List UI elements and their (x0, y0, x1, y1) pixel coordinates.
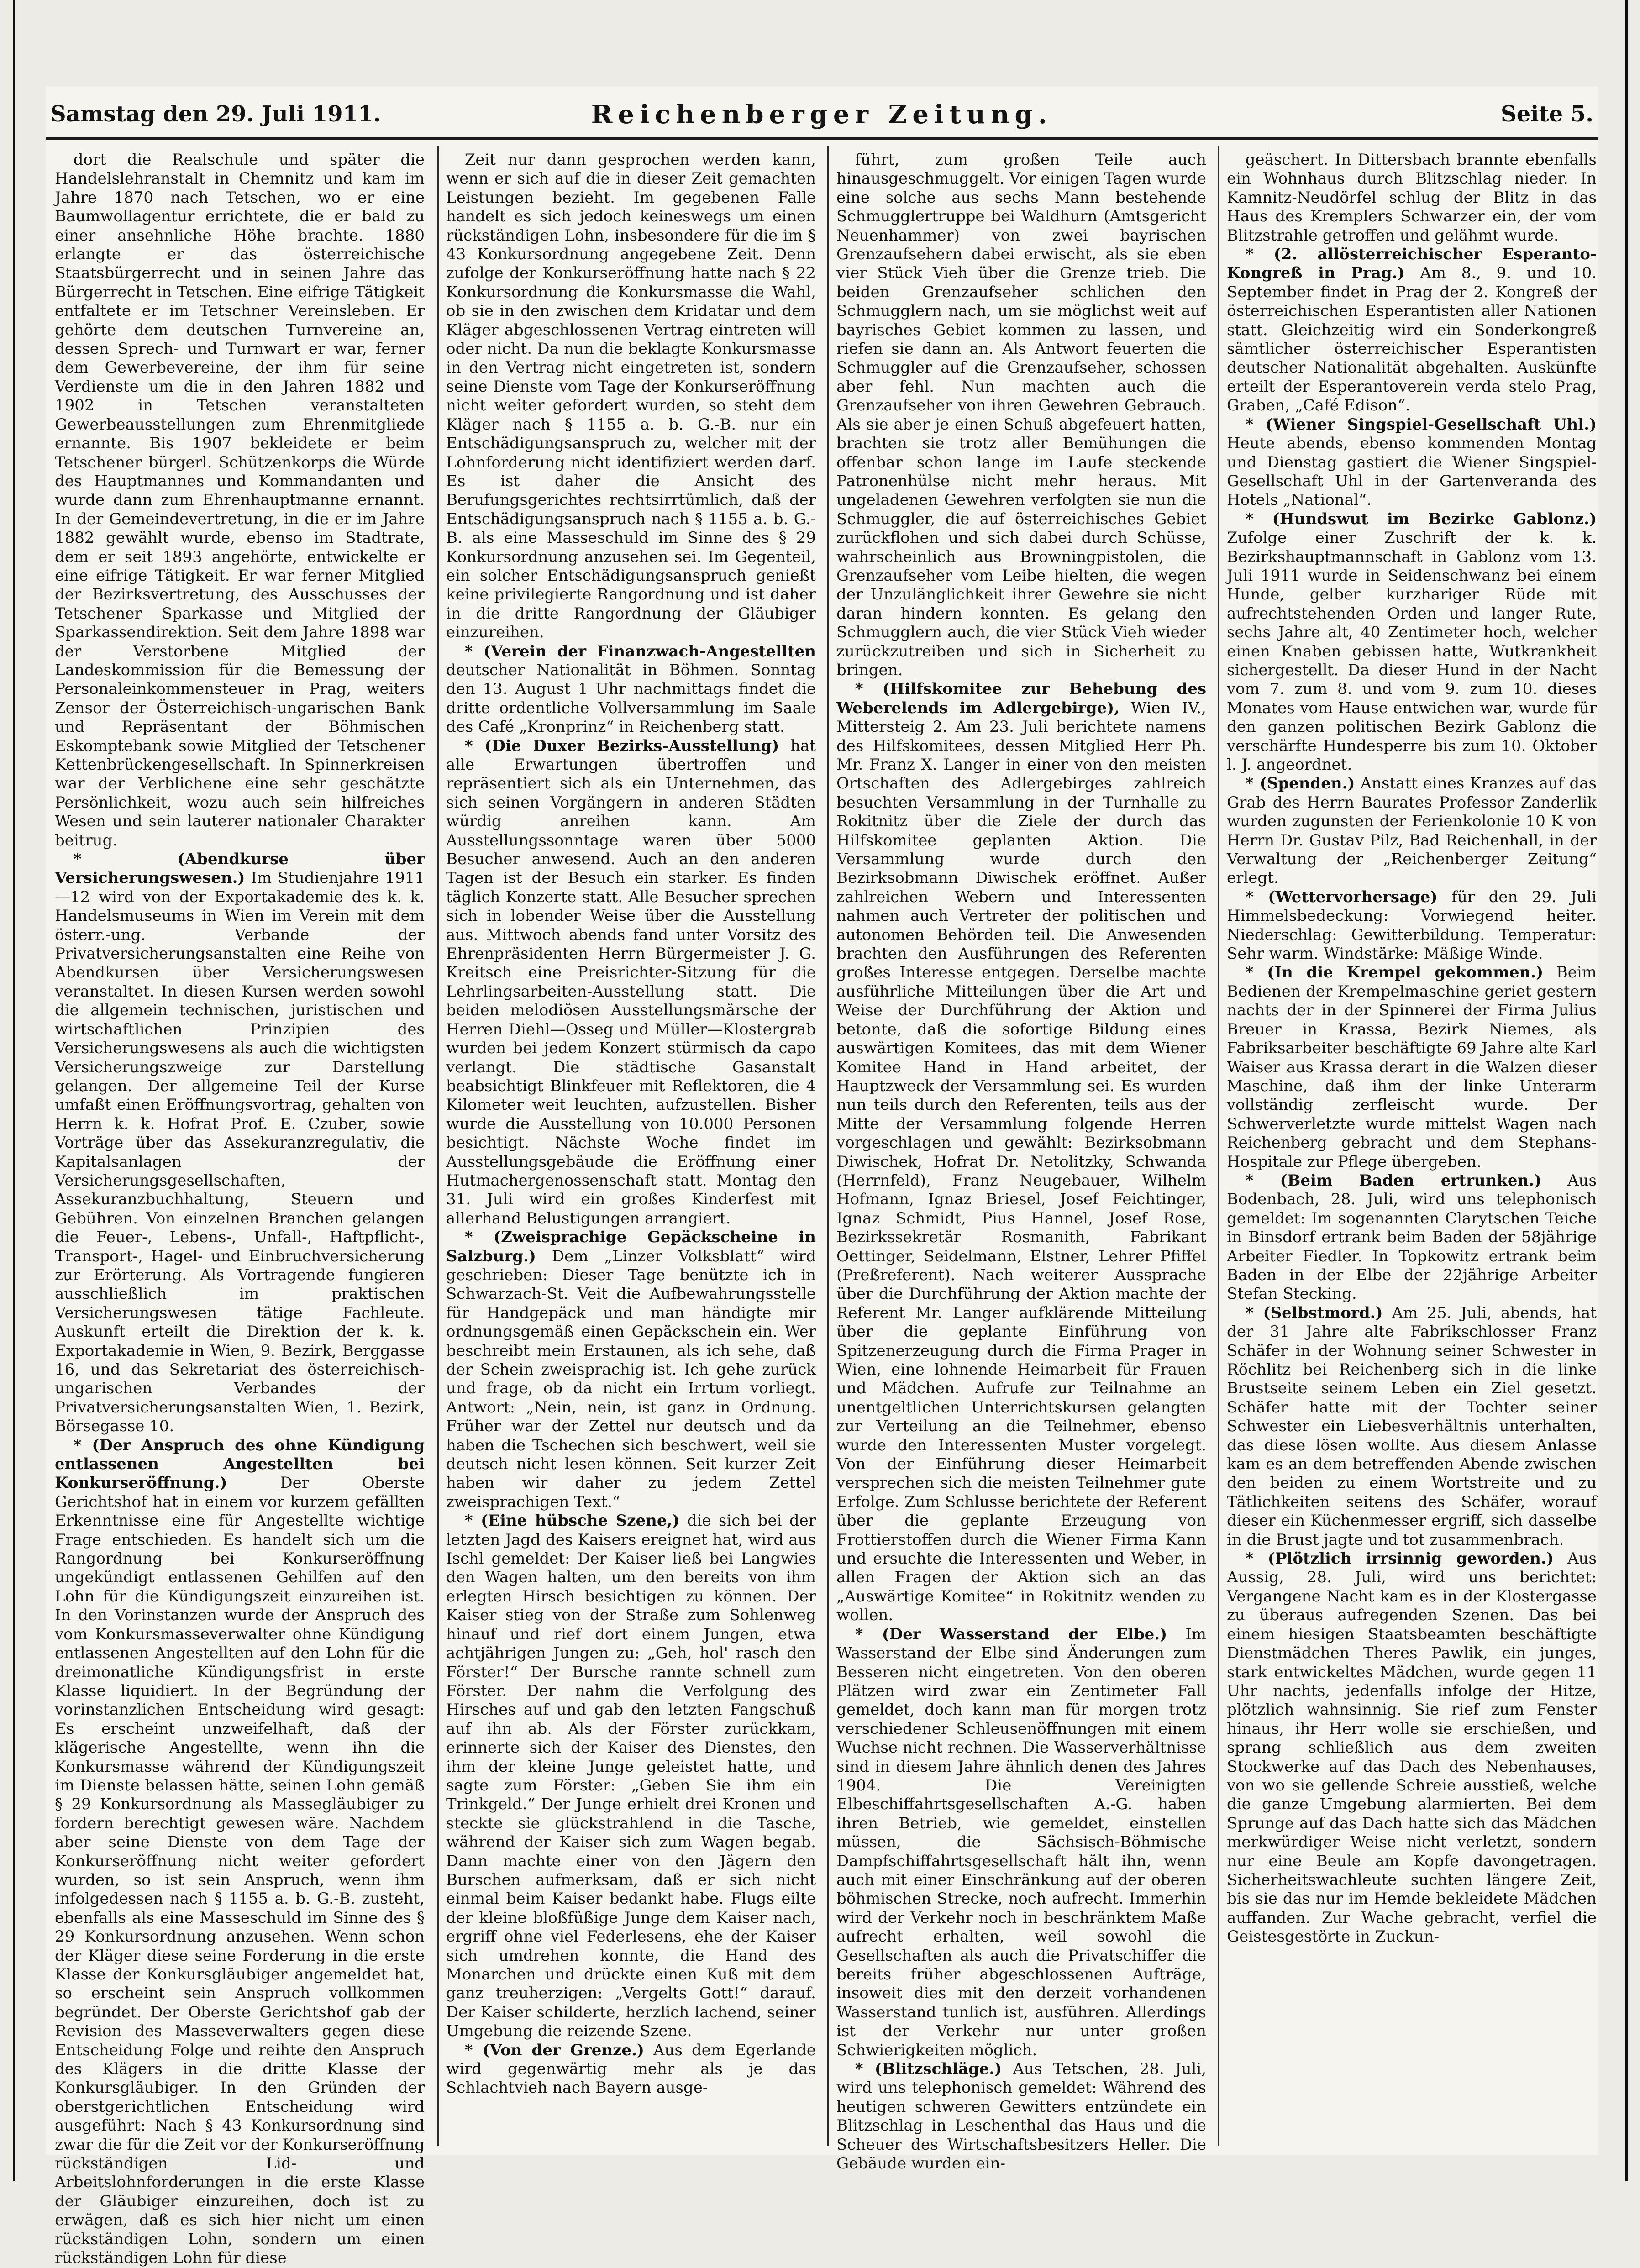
article-paragraph (446, 642, 816, 737)
article-text: Zeit nur dann gesprochen werden kann, wenn er sich auf die in dieser Zeit gemachten Leistungen bezieht. Im gegebenen Falle handelt es sich jedoch keineswegs um einen rückständigen Lohn, insbesondere für die im § 43 Konkursordnung angegebene Zeit. Denn zufolge der Konkurseröffnung hatte nach § 22 Konkursordnung die Konkursmasse die Wahl, ob sie in den zwischen dem Kridatar und dem Kläger abgeschlossenen Vertrag eintreten will oder nicht. Da nun die beklagte Konkursmasse in den Vertrag nicht eingetreten ist, sondern seine Dienste vom Tage der Konkurseröffnung nicht weiter gefordert wurden, so steht dem Kläger nach § 1155 a. b. G.-B. nur ein Entschädigungsanspruch zu, welcher mit der Lohnforderung nicht identifiziert werden darf. Es ist daher die Ansicht des Berufungsgerichtes rechtsirrtümlich, daß der Entschädigungsanspruch nach § 1155 a. b. G.-B. als eine Masseschuld im Sinne des § 29 Konkursordnung anzusehen sei. Im Gegenteil, ein solcher Entschädigungsanspruch genießt keine privilegierte Rangordnung und ist daher in die dritte Rangordnung der Gläubiger einzureihen. (446, 151, 816, 642)
article-heading: * (2. allösterreichischer Esperanto-Kongreß in Prag.) (1227, 245, 1597, 283)
article-heading: * (Beim Baden ertrunken.) (1245, 1171, 1542, 1190)
column-3 (836, 151, 1207, 2173)
article-paragraph (1227, 1171, 1597, 1304)
article-paragraph (446, 1512, 816, 2041)
article-paragraph (1227, 1304, 1597, 1549)
column-1 (55, 151, 425, 2268)
newspaper-page (46, 87, 1598, 2268)
header-date: Samstag den 29. Juli 1911. (50, 101, 381, 127)
article-paragraph (446, 737, 816, 1228)
article-heading: * (Wettervorhersage) (1245, 887, 1438, 906)
article-text: die sich bei der letzten Jagd des Kaisers ereignet hat, wird aus Ischl gemeldet: Der Kaiser ließ bei Langwies den Wagen halten, um den bereits von ihm erlegten Hirsch besichtigen zu können. Der Kaiser stieg von der Straße zum Sohlenweg hinauf und rief dort einem Jungen, etwa achtjährigen Jungen zu: „Geh, hol' rasch den Förster!“ Der Bursche rannte schnell zum Förster. Der nahm die Verfolgung des Hirsches auf und gab den letzten Fangschuß auf ihn ab. Als der Förster zurückkam, erinnerte sich der Kaiser des Dienstes, den ihm der kleine Junge geleistet hatte, und sagte zum Förster: „Geben Sie ihm ein Trinkgeld.“ Der Junge erhielt drei Kronen und steckte sie glückstrahlend in die Tasche, während der Kaiser sich zum Wagen begab. Dann machte einer von den Jägern den Burschen aufmerksam, daß er sich nicht einmal beim Kaiser bedankt habe. Flugs eilte der kleine bloßfüßige Junge dem Kaiser nach, ergriff ohne viel Federlesens, ehe der Kaiser sich umdrehen konnte, die Hand des Monarchen und drückte einen Kuß mit dem ganz treuherzigen: „Vergelts Gott!“ darauf. Der Kaiser schilderte, herzlich lachend, seiner Umgebung die reizende Szene. (446, 1512, 816, 2041)
article-text: dort die Realschule und später die Handelslehranstalt in Chemnitz und kam im Jahre 1870 nach Tetschen, wo er eine Baumwollagentur errichtete, die er bald zu einer ansehnliche Höhe brachte. 1880 erlangte er das österreichische Staatsbürgerrecht und in seinen Jahre das Bürgerrecht in Tetschen. Eine eifrige Tätigkeit entfaltete er im Tetschner Vereinsleben. Er gehörte dem deutschen Turnvereine an, dessen Sprech- und Turnwart er war, ferner dem Gewerbevereine, der ihm für seine Verdienste um die in den Jahren 1882 und 1902 in Tetschen veranstalteten Gewerbeausstellungen zum Ehrenmitgliede ernannte. Bis 1907 bekleidete er beim Tetschener bürgerl. Schützenkorps die Würde des Hauptmannes und Kommandanten und wurde dann zum Ehrenhauptmanne ernannt. In der Gemeindevertretung, in die er im Jahre 1882 gewählt wurde, ebenso im Stadtrate, dem er seit 1893 angehörte, entwickelte er eine eifrige Tätigkeit. Er war ferner Mitglied der Bezirksvertretung, des Ausschusses der Tetschener Sparkasse und Mitglied der Sparkassendirektion. Seit dem Jahre 1898 war der Verstorbene Mitglied der Landeskommission für die Bemessung der Personaleinkommensteuer in Prag, weiters Zensor der Österreichisch-ungarischen Bank und Repräsentant der Böhmischen Eskomptebank sowie Mitglied der Tetschener Kettenbrückengesellschaft. In Spinnerkreisen war der Verblichene eine sehr geschätzte Persönlichkeit, wozu auch sein hilfreiches Wesen und sein lauterer nationaler Charakter beitrug. (55, 151, 425, 850)
article-text: Aus Tetschen, 28. Juli, wird uns telephonisch gemeldet: Während des heutigen schweren Gewitters entzündete ein Blitzschlag in Leschenthal das Haus und die Scheuer des Wirtschaftsbesitzers Heller. Die Gebäude wurden ein- (836, 2060, 1207, 2173)
article-text: Zufolge einer Zuschrift der k. k. Bezirkshauptmannschaft in Gablonz vom 13. Juli 1911 wurde in Seidenschwanz bei einem Hunde, gelber kurzhariger Rüde mit aufrechtstehenden Orden und langer Rute, sechs Jahre alt, 40 Zentimeter hoch, welcher einen Knaben gebissen hatte, Wutkrankheit sichergestellt. Da dieser Hund in der Nacht vom 7. zum 8. und vom 9. zum 10. dieses Monates vom Hause entwichen war, wurde für den ganzen politischen Bezirk Gablonz die verschärfte Hundesperre bis zum 10. Oktober l. J. angeordnet. (1227, 529, 1597, 774)
article-heading: * (Verein der Finanzwach-Angestellten (464, 642, 816, 661)
newspaper-title: Reichenberger Zeitung. (591, 100, 1053, 130)
column-2 (446, 151, 816, 2146)
column-rule (1218, 146, 1219, 2146)
article-heading: * (Spenden.) (1245, 774, 1355, 793)
article-heading: * (Der Wasserstand der Elbe.) (855, 1625, 1167, 1643)
article-text: Dem „Linzer Volksblatt“ wird geschrieben: Dieser Tage benützte ich in Schwarzach-St. Veit die Aufbewahrungsstelle für Handgepäck und man händigte mir ordnungsgemäß einen Gepäckschein ein. Wer beschreibt mein Erstaunen, als ich sehe, daß der Schein zweisprachig ist. Ich gehe zurück und frage, ob da nicht ein Irrtum vorliegt. Antwort: „Nein, nein, ist ganz in Ordnung. Früher war der Zettel nur deutsch und da haben die Tschechen sich beschwert, weil sie deutsch nicht lesen können. Seit kurzer Zeit haben wir daher zu jedem Zettel zweisprachigen Text.“ (446, 1247, 816, 1511)
article-heading: * (In die Krempel gekommen.) (1245, 963, 1544, 982)
article-paragraph (1227, 963, 1597, 1171)
article-text: für den 29. Juli Himmelsbedeckung: Vorwiegend heiter. Niederschlag: Gewitterbildung. Temperatur: Sehr warm. Windstärke: Mäßige Winde. (1227, 887, 1597, 963)
article-heading: * (Blitzschläge.) (855, 2060, 1002, 2079)
article-text: deutscher Nationalität in Böhmen. Sonntag den 13. August 1 Uhr nachmittags findet die dritte ordentliche Vollversammlung im Saale des Café „Kronprinz“ in Reichenberg statt. (446, 661, 816, 736)
article-text: Beim Bedienen der Krempelmaschine geriet gestern nachts der in der Spinnerei der Firma Julius Breuer in Krassa, Bezirk Niemes, als Fabriksarbeiter beschäftigte 69 Jahre alte Karl Waiser aus Krassa derart in die Walzen dieser Maschine, daß ihm der linke Unterarm vollständig zerfleischt wurde. Der Schwerverletzte wurde mittelst Wagen nach Reichenberg gebracht und dem Stephans-Hospitale zur Pflege übergeben. (1227, 963, 1597, 1171)
article-paragraph (1227, 1549, 1597, 1947)
page-header (46, 96, 1598, 140)
article-text: Am 25. Juli, abends, hat der 31 Jahre alte Fabrikschlosser Franz Schäfer in der Wohnung seiner Schwester in Röchlitz bei Reichenberg sich in die linke Brustseite seinem Leben ein Ziel gesetzt. Schäfer hatte mit der Tochter seiner Schwester ein Liebesverhältnis unterhalten, das diese lösen wollte. Aus diesem Anlasse kam es an dem betreffenden Abende zwischen den beiden zu einem Wortstreite und zu Tätlichkeiten seitens des Schäfer, worauf dieser ein Küchenmesser ergriff, sich dasselbe in die Brust jagte und tot zusammenbrach. (1227, 1303, 1597, 1549)
article-paragraph (55, 151, 425, 850)
column-rule (827, 146, 829, 2146)
article-text: Aus Bodenbach, 28. Juli, wird uns telephonisch gemeldet: Im sogenannten Clarytschen Teiche in Binsdorf ertrank beim Baden der 58jährige Arbeiter Fiedler. In Topkowitz ertrank beim Baden in der Elbe der 22jährige Arbeiter Stefan Stecking. (1227, 1171, 1597, 1303)
article-paragraph (446, 1228, 816, 1512)
article-paragraph (836, 2060, 1206, 2173)
article-heading: * (Abendkurse über Versicherungswesen.) (55, 850, 425, 887)
article-text: Aus dem Egerlande wird gegenwärtig mehr als je das Schlachtvieh nach Bayern ausge- (446, 2041, 816, 2097)
column-rule (437, 146, 439, 2146)
article-heading: * (Plötzlich irrsinnig geworden.) (1245, 1549, 1554, 1568)
scan-border-right (1625, 0, 1628, 2181)
article-paragraph (55, 1436, 425, 2268)
article-paragraph (446, 2041, 816, 2098)
article-text: führt, zum großen Teile auch hinausgeschmuggelt. Vor einigen Tagen wurde eine solche aus sechs Mann bestehende Schmugglertruppe bei Waldhurn (Amtsgericht Neuenhammer) von zwei bayrischen Grenzaufsehern dabei erwischt, als sie eben vier Stück Vieh über die Grenze trieb. Die beiden Grenzaufseher schlichen den Schmugglern nach, um sie möglichst weit auf bayrisches Gebiet kommen zu lassen, und riefen sie dann an. Als Antwort feuerten die Schmuggler auf die Grenzaufseher, schossen aber fehl. Nun machten auch die Grenzaufseher von ihren Gewehren Gebrauch. Als sie aber je einen Schuß abgefeuert hatten, brachten sie trotz aller Bemühungen die offenbar schon lange im Laufe steckende Patronenhülse nicht mehr heraus. Mit ungeladenen Gewehren verfolgten sie nun die Schmuggler, die auf österreichisches Gebiet zurückflohen und sich dabei durch Schüsse, wahrscheinlich aus Browningpistolen, die Grenzaufseher vom Leibe hielten, die wegen der Unzulänglichkeit ihrer Gewehre sie nicht daran hindern konnten. Es gelang den Schmugglern auch, die vier Stück Vieh wieder zurückzutreiben und sich in Sicherheit zu bringen. (836, 151, 1206, 679)
article-text: Im Studienjahre 1911—12 wird von der Exportakademie des k. k. Handelsmuseums in Wien im Verein mit dem österr.-ung. Verbande der Privatversicherungsanstalten eine Reihe von Abendkursen über Versicherungswesen veranstaltet. In diesen Kursen werden sowohl die allgemein technischen, juristischen und wirtschaftlichen Prinzipien des Versicherungswesens als auch die wichtigsten Versicherungszweige zur Darstellung gelangen. Der allgemeine Teil der Kurse umfaßt einen Eröffnungsvortrag, gehalten von Herrn k. k. Hofrat Prof. E. Czuber, sowie Vorträge über das Assekuranzregulativ, die Kapitalsanlagen der Versicherungsgesellschaften, Assekuranzbuchhaltung, Steuern und Gebühren. Von einzelnen Branchen gelangen die Feuer-, Lebens-, Unfall-, Haftpflicht-, Transport-, Hagel- und Einbruchversicherung zur Erörterung. Als Vortragende fungieren ausschließlich im praktischen Versicherungswesen tätige Fachleute. Auskunft erteilt die Direktion der k. k. Exportakademie in Wien, 9. Bezirk, Berggasse 16, und das Sekretariat des österreichisch-ungarischen Verbandes der Privatversicherungsanstalten Wien, 1. Bezirk, Börsegasse 10. (55, 869, 425, 1436)
article-text: Der Oberste Gerichtshof hat in einem vor kurzem gefällten Erkenntnisse eine für Angestellte wichtige Frage entschieden. Es handelt sich um die Rangordnung bei Konkurseröffnung ungekündigt entlassenen Gehilfen auf den Lohn für die Kündigungszeit einzureihen ist. In den Vorinstanzen wurde der Anspruch des vom Konkursmasseverwalter ohne Kündigung entlassenen Angestellten auf den Lohn für die dreimonatliche Kündigungsfrist in erste Klasse liquidiert. In der Begründung der vorinstanzlichen Entscheidung wird gesagt: Es erscheint unzweifelhaft, daß der klägerische Angestellte, wenn ihn die Konkursmasse während der Kündigungszeit im Dienste belassen hätte, seinen Lohn gemäß § 29 Konkursordnung als Massegläubiger zu fordern berechtigt gewesen wäre. Nachdem aber seine Dienste von dem Tage der Konkurseröffnung nicht weiter gefordert wurden, so ist sein Anspruch, wenn ihm infolgedessen nach § 1155 a. b. G.-B. zusteht, ebenfalls als eine Masseschuld im Sinne des § 29 Konkursordnung anzusehen. Wenn schon der Kläger diese seine Forderung in die erste Klasse der Konkursgläubiger angemeldet hat, so erscheint sein Anspruch vollkommen begründet. Der Oberste Gerichtshof gab der Revision des Masseverwalters gegen diese Entscheidung Folge und reihte den Anspruch des Klägers in die dritte Klasse der Konkursgläubiger. In den Gründen der oberstgerichtlichen Entscheidung wird ausgeführt: Nach § 43 Konkursordnung sind zwar die für die Zeit vor der Konkurseröffnung rückständigen Lid- und Arbeitslohnforderungen in die erste Klasse der Gläubiger einzureihen, doch ist zu erwägen, daß es sich hier nicht um einen rückständigen Lohn, sondern um einen rückständigen Lohn für diese (55, 1474, 425, 2268)
article-paragraph (836, 151, 1206, 680)
article-heading: * (Zweisprachige Gepäckscheine in Salzburg.) (446, 1228, 816, 1265)
article-text: Am 8., 9. und 10. September findet in Prag der 2. Kongreß der österreichischen Esperantisten aller Nationen statt. Gleichzeitig wird ein Sonderkongreß sämtlicher österreichischer Esperantisten deutscher Nationalität abgehalten. Auskünfte erteilt der Esperantoverein verda stelo Prag, Graben, „Café Edison“. (1227, 264, 1597, 415)
article-heading: * (Selbstmord.) (1245, 1303, 1383, 1322)
article-paragraph (1227, 245, 1597, 415)
article-heading: * (Von der Grenze.) (464, 2041, 644, 2059)
column-4 (1227, 151, 1597, 2146)
article-text: hat alle Erwartungen übertroffen und repräsentiert sich als ein Unternehmen, das sich seinen Vorgängern in anderen Städten würdig anreihen kann. Am Ausstellungssonntage waren über 5000 Besucher anwesend. Auch an den anderen Tagen ist der Besuch ein starker. Es finden täglich Konzerte statt. Alle Besucher sprechen sich in lobender Weise über die Ausstellung aus. Mittwoch abends fand unter Vorsitz des Ehrenpräsidenten Herrn Bürgermeister J. G. Kreitsch eine Preisrichter-Sitzung für die Lehrlingsarbeiten-Ausstellung statt. Die beiden melodiösen Ausstellungsmärsche der Herren Diehl—Osseg und Müller—Klostergrab wurden bei jedem Konzert stürmisch da capo verlangt. Die städtische Gasanstalt beabsichtigt Blinkfeuer mit Reflektoren, die 4 Kilometer weit leuchten, aufzustellen. Bisher wurde die Ausstellung von 10.000 Personen besichtigt. Nächste Woche findet im Ausstellungsgebäude die Eröffnung einer Hutmachergenossenschaft statt. Montag den 31. Juli wird ein großes Kinderfest mit allerhand Belustigungen arrangiert. (446, 736, 816, 1228)
article-paragraph (836, 680, 1206, 1625)
page-number: Seite 5. (1501, 101, 1593, 127)
article-heading: * (Die Duxer Bezirks-Ausstellung) (464, 736, 779, 755)
article-heading: * (Hilfskomitee zur Behebung des Weberelends im Adlergebirge), (836, 680, 1206, 717)
article-paragraph (1227, 510, 1597, 775)
article-paragraph (836, 1625, 1206, 2060)
article-paragraph (1227, 415, 1597, 510)
article-paragraph (1227, 888, 1597, 964)
article-text: Anstatt eines Kranzes auf das Grab des Herrn Baurates Professor Zanderlik wurden zugunsten der Ferienkolonie 10 K von Herrn Dr. Gustav Pilz, Bad Reichenhall, in der Verwaltung der „Reichenberger Zeitung“ erlegt. (1227, 774, 1597, 887)
article-heading: * (Hundswut im Bezirke Gablonz.) (1245, 509, 1597, 528)
article-text: Im Wasserstand der Elbe sind Änderungen zum Besseren nicht eingetreten. Von den oberen Plätzen wird zwar ein Zentimeter Fall gemeldet, doch kann man für morgen trotz verschiedener Schleusenöffnungen mit einem Wuchse nicht rechnen. Die Wasserverhältnisse sind in diesem Jahre ähnlich denen des Jahres 1904. Die Vereinigten Elbeschiffahrtsgesellschaften A.-G. haben ihren Betrieb, wie gemeldet, einstellen müssen, die Sächsisch-Böhmische Dampfschiffahrtsgesellschaft hält ihn, wenn auch mit einer Einschränkung auf der oberen böhmischen Strecke, noch aufrecht. Immerhin wird der Verkehr noch in beschränktem Maße aufrecht erhalten, weil sowohl die Gesellschaften als auch die Privatschiffer die bereits früher abgeschlossenen Aufträge, insoweit dies mit den derzeit vorhandenen Wasserstand tunlich ist, ausführen. Allerdings ist der Verkehr nur unter großen Schwierigkeiten möglich. (836, 1625, 1206, 2059)
scan-border-left (13, 0, 15, 2181)
article-paragraph (1227, 774, 1597, 887)
article-heading: * (Eine hübsche Szene,) (464, 1512, 680, 1530)
article-paragraph (1227, 151, 1597, 245)
article-heading: * (Wiener Singspiel-Gesellschaft Uhl.) (1245, 415, 1597, 434)
article-paragraph (55, 850, 425, 1436)
article-paragraph (446, 151, 816, 642)
article-text: geäschert. In Dittersbach brannte ebenfalls ein Wohnhaus durch Blitzschlag nieder. In Kamnitz-Neudörfel schlug der Blitz in das Haus des Kremplers Schwarzer ein, der vom Blitzstrahle getroffen und gelähmt wurde. (1227, 151, 1597, 245)
article-text: Heute abends, ebenso kommenden Montag und Dienstag gastiert die Wiener Singspiel-Gesellschaft Uhl in der Gartenveranda des Hotels „National“. (1227, 434, 1597, 509)
article-text: Aus Aussig, 28. Juli, wird uns berichtet: Vergangene Nacht kam es in der Klostergasse zu überaus aufregenden Szenen. Das bei einem hiesigen Staatsbeamten beschäftigte Dienstmädchen Theres Pawlik, ein junges, stark entwickeltes Mädchen, wurde gegen 11 Uhr nachts, jedenfalls infolge der Hitze, plötzlich wahnsinnig. Sie rief zum Fenster hinaus, ihr Herr wolle sie erschießen, und sprang schließlich aus dem zweiten Stockwerke auf das Dach des Nebenhauses, von wo sie gellende Schreie ausstieß, welche die ganze Umgebung alarmierten. Bei dem Sprunge auf das Dach hatte sich das Mädchen merkwürdiger Weise nicht verletzt, sondern nur eine Beule am Kopfe davongetragen. Sicherheitswachleute suchten längere Zeit, bis sie das nur im Hemde bekleidete Mädchen auffanden. Zur Wache gebracht, verfiel die Geistesgestörte in Zuckun- (1227, 1549, 1597, 1946)
article-text: Wien IV., Mittersteig 2. Am 23. Juli berichtete namens des Hilfskomitees, dessen Mitglied Herr Ph. Mr. Franz X. Langer in einer von den meisten Ortschaften des Adlergebirges zahlreich besuchten Versammlung in der Turnhalle zu Rokitnitz über die Ziele der durch das Hilfskomitee geplanten Aktion. Die Versammlung wurde durch den Bezirksobmann Diwischek eröffnet. Außer zahlreichen Webern und Interessenten nahmen auch Vertreter der politischen und autonomen Behörden teil. Die Anwesenden brachten den Ausführungen des Referenten großes Interesse entgegen. Derselbe machte ausführliche Mitteilungen über die Art und Weise der Durchführung der Aktion und betonte, daß die sofortige Bildung eines auswärtigen Komitees, das mit dem Wiener Komitee Hand in Hand arbeitet, der Hauptzweck der Versammlung sei. Es wurden nun teils durch den Referenten, teils aus der Mitte der Versammlung folgende Herren vorgeschlagen und gewählt: Bezirksobmann Diwischek, Hofrat Dr. Netolitzky, Schwanda (Herrnfeld), Franz Neugebauer, Wilhelm Hofmann, Ignaz Briesel, Josef Feichtinger, Ignaz Schmidt, Pius Hannel, Josef Rose, Bezirkssekretär Rosmanith, Fabrikant Oettinger, Seidelmann, Elstner, Lehrer Pfiffel (Preßreferent). Nach weiterer Aussprache über die Durchführung der Aktion machte der Referent Mr. Langer aufklärende Mitteilung über die geplante Einführung von Spitzenerzeugung durch die Firma Prager in Wien, eine lohnende Heimarbeit für Frauen und Mädchen. Aufrufe zur Teilnahme an unentgeltlichen Unterrichtskursen gelangten zur Verteilung an die Teilnehmer, ebenso wurde den Interessenten Muster vorgelegt. Von der Einführung dieser Heimarbeit versprechen sich die meisten Teilnehmer gute Erfolge. Zum Schlusse berichtete der Referent über die geplante Erzeugung von Frottierstoffen durch die Wiener Firma Kann und ersuchte die Interessenten und Weber, in allen Fragen der Aktion sich an das „Auswärtige Komitee“ in Rokitnitz wenden zu wollen. (836, 698, 1206, 1625)
article-heading: * (Der Anspruch des ohne Kündigung entlassenen Angestellten bei Konkurseröffnung.) (55, 1436, 425, 1492)
